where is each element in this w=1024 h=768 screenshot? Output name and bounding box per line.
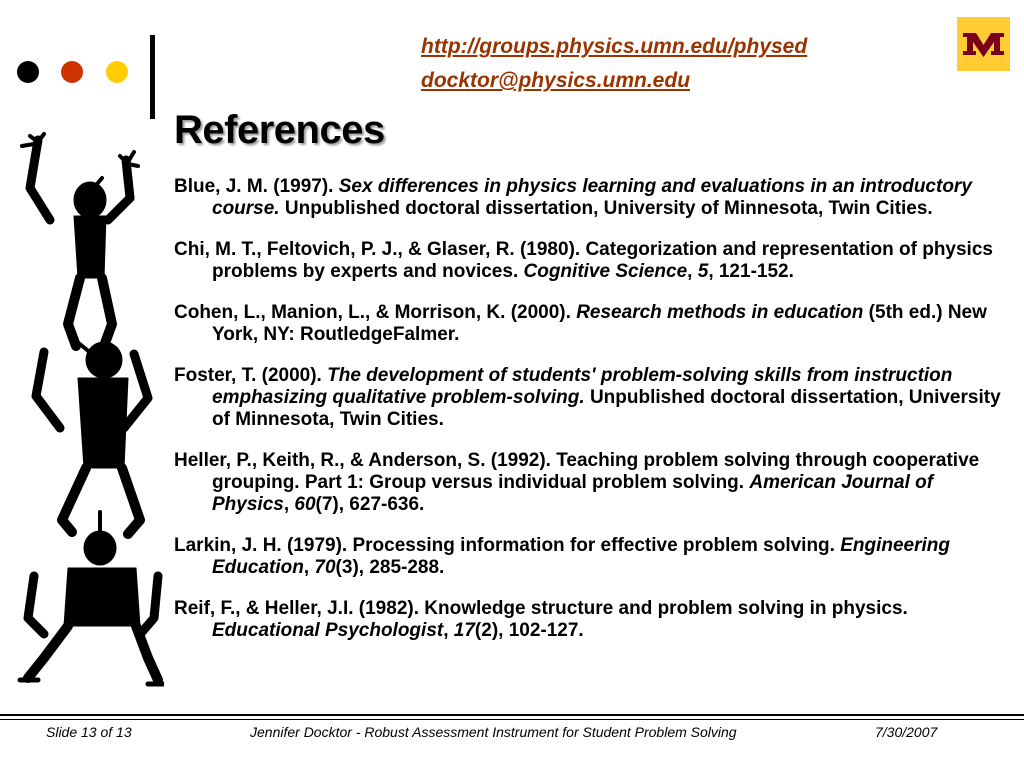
slide-number: Slide 13 of 13 — [46, 724, 132, 740]
footer-presentation-title: Jennifer Docktor - Robust Assessment Instrument for Student Problem Solving — [250, 724, 737, 740]
reference-rest: Unpublished doctoral dissertation, University of Minnesota, Twin Cities. — [279, 198, 933, 219]
email-link[interactable]: docktor@physics.umn.edu — [421, 69, 691, 92]
reference-volume: 17 — [453, 620, 475, 641]
reference-volume: 60 — [294, 494, 316, 515]
reference-authors: Foster, T. (2000). — [174, 365, 328, 386]
reference-rest: (2), 102-127. — [474, 620, 584, 641]
reference-authors: Cohen, L., Manion, L., & Morrison, K. (2000). — [174, 302, 577, 323]
stacked-figures-illustration — [8, 128, 164, 690]
footer-rule-thin — [0, 719, 1024, 720]
reference-title: Educational Psychologist — [212, 620, 444, 641]
footer-rule — [0, 714, 1024, 716]
page-title: References — [174, 108, 385, 152]
dot-black — [17, 61, 39, 83]
reference-volume: 5 — [697, 261, 709, 282]
reference-separator: , — [303, 557, 315, 578]
reference-title: The development of students' problem-solving skills from instruction emphasizing qualitative problem-solving. — [212, 365, 953, 408]
references-list — [174, 176, 1014, 661]
reference-item — [174, 302, 1014, 346]
reference-authors: Blue, J. M. (1997). — [174, 176, 339, 197]
footer-date: 7/30/2007 — [875, 724, 938, 740]
reference-title: Cognitive Science — [523, 261, 688, 282]
header-links — [421, 30, 807, 98]
reference-volume: 70 — [314, 557, 336, 578]
university-logo — [957, 17, 1010, 71]
reference-item — [174, 450, 1014, 516]
reference-title: Sex differences in physics learning and evaluations in an introductory course. — [212, 176, 972, 219]
reference-separator: , — [283, 494, 295, 515]
dot-yellow — [106, 61, 128, 83]
url-link[interactable]: http://groups.physics.umn.edu/physed — [421, 35, 808, 58]
reference-item — [174, 365, 1014, 431]
reference-rest: (5th ed.) New York, NY: RoutledgeFalmer. — [212, 302, 987, 345]
reference-title: American Journal of Physics — [212, 472, 934, 515]
reference-authors: Reif, F., & Heller, J.I. (1982). Knowledge structure and problem solving in physics. — [174, 598, 908, 619]
reference-item — [174, 598, 1014, 642]
reference-authors: Chi, M. T., Feltovich, P. J., & Glaser, R. (1980). Categorization and representation of physics problems by experts and novices. — [174, 239, 993, 282]
reference-rest: (3), 285-288. — [335, 557, 445, 578]
reference-rest: Unpublished doctoral dissertation, University of Minnesota, Twin Cities. — [212, 387, 1001, 430]
reference-separator: , — [687, 261, 698, 282]
reference-title: Research methods in education — [576, 302, 864, 323]
dot-red — [61, 61, 83, 83]
reference-authors: Larkin, J. H. (1979). Processing information for effective problem solving. — [174, 535, 841, 556]
reference-authors: Heller, P., Keith, R., & Anderson, S. (1992). Teaching problem solving through cooperative grouping. Part 1: Group versus individual problem solving. — [174, 450, 980, 493]
reference-item — [174, 239, 1014, 283]
reference-title: Engineering Education — [212, 535, 951, 578]
reference-item — [174, 176, 1014, 220]
reference-rest: , 121-152. — [708, 261, 794, 282]
reference-separator: , — [443, 620, 454, 641]
reference-item — [174, 535, 1014, 579]
reference-rest: (7), 627-636. — [315, 494, 425, 515]
vertical-divider — [150, 35, 155, 119]
decorative-dots — [17, 61, 132, 83]
